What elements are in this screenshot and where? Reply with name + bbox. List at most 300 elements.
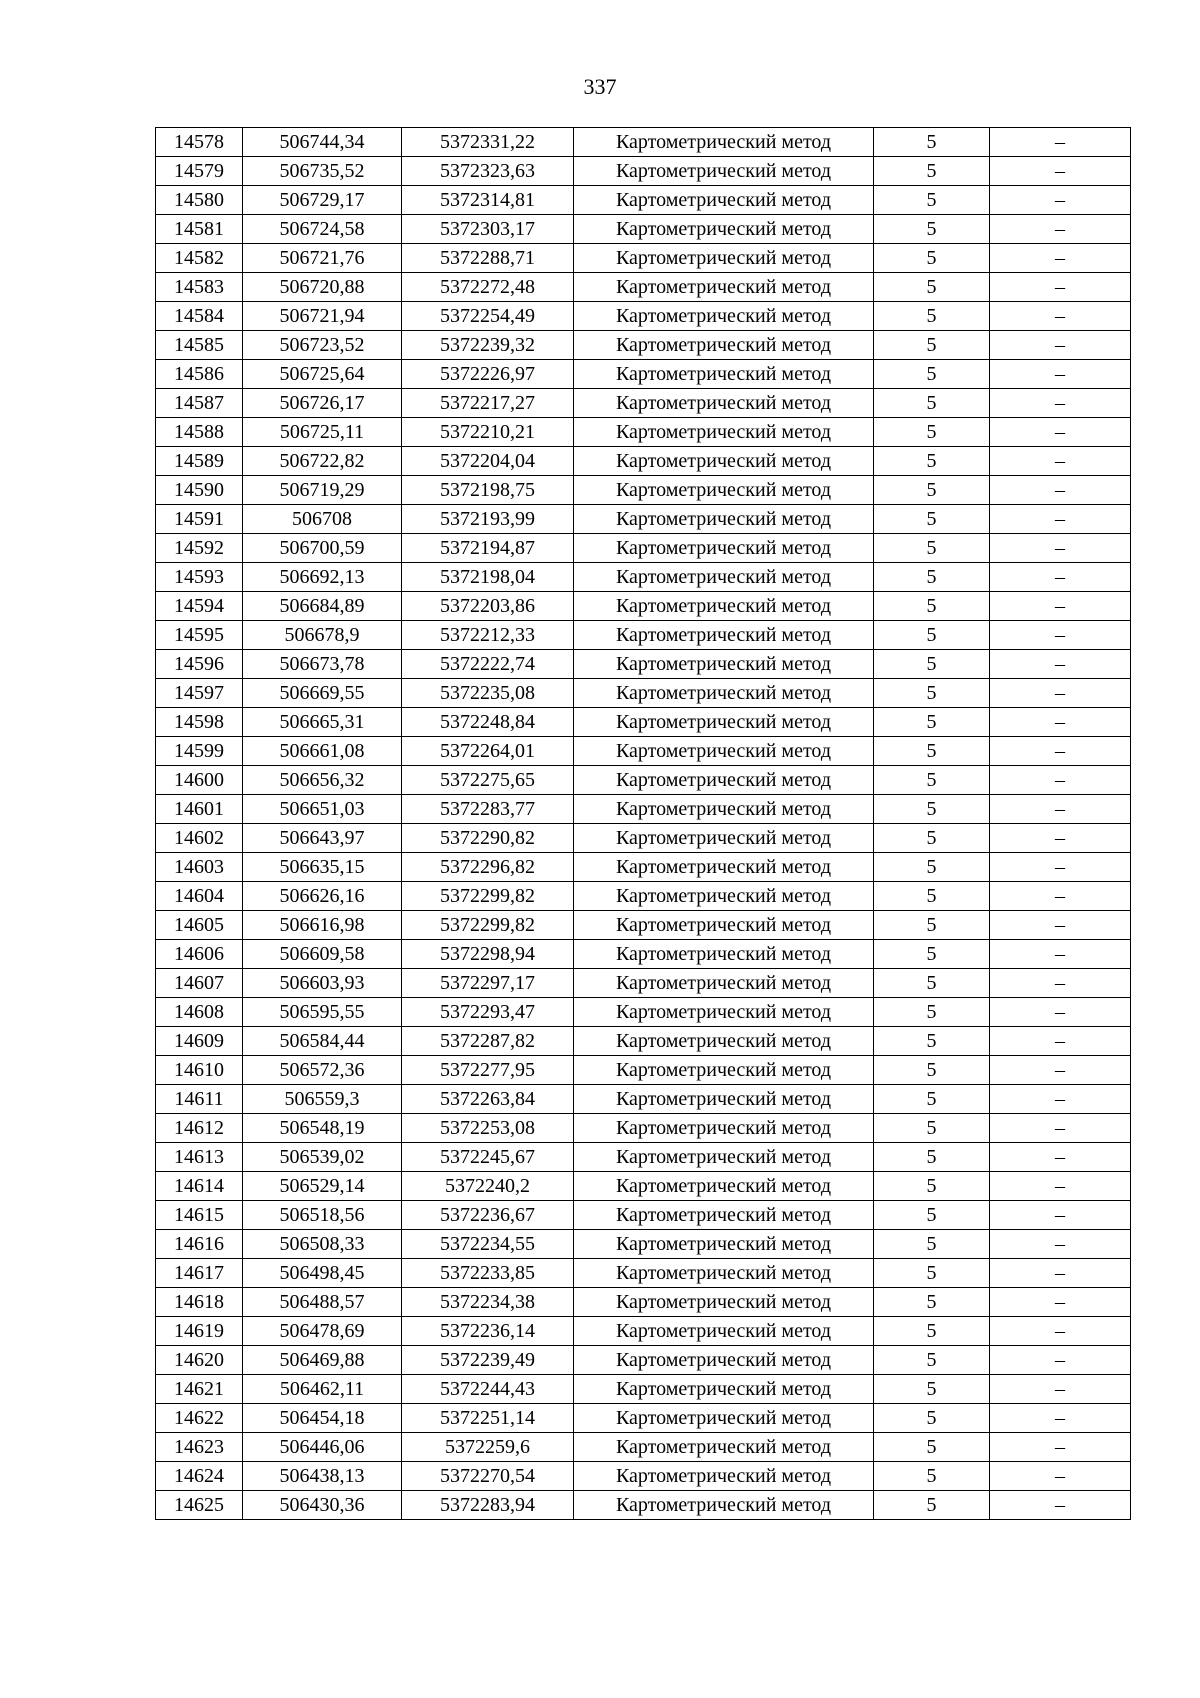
point-number-cell: 14610 [156,1056,243,1085]
y-coordinate-cell: 5372303,17 [402,215,574,244]
table-row [156,1317,1131,1346]
method-cell: Картометрический метод [574,592,874,621]
table-row [156,1143,1131,1172]
x-coordinate-cell: 506744,34 [243,128,402,157]
method-cell: Картометрический метод [574,1230,874,1259]
description-cell: – [990,1201,1131,1230]
point-number-cell: 14613 [156,1143,243,1172]
y-coordinate-cell: 5372194,87 [402,534,574,563]
y-coordinate-cell: 5372244,43 [402,1375,574,1404]
table-row [156,1433,1131,1462]
method-cell: Картометрический метод [574,650,874,679]
method-cell: Картометрический метод [574,215,874,244]
description-cell: – [990,621,1131,650]
table-row [156,360,1131,389]
point-number-cell: 14618 [156,1288,243,1317]
point-number-cell: 14617 [156,1259,243,1288]
description-cell: – [990,882,1131,911]
table-row [156,795,1131,824]
x-coordinate-cell: 506643,97 [243,824,402,853]
y-coordinate-cell: 5372263,84 [402,1085,574,1114]
x-coordinate-cell: 506488,57 [243,1288,402,1317]
accuracy-cell: 5 [874,534,990,563]
y-coordinate-cell: 5372239,49 [402,1346,574,1375]
description-cell: – [990,1491,1131,1520]
method-cell: Картометрический метод [574,302,874,331]
table-row [156,853,1131,882]
accuracy-cell: 5 [874,389,990,418]
point-number-cell: 14615 [156,1201,243,1230]
point-number-cell: 14623 [156,1433,243,1462]
accuracy-cell: 5 [874,418,990,447]
point-number-cell: 14583 [156,273,243,302]
x-coordinate-cell: 506529,14 [243,1172,402,1201]
x-coordinate-cell: 506603,93 [243,969,402,998]
table-row [156,940,1131,969]
point-number-cell: 14605 [156,911,243,940]
y-coordinate-cell: 5372288,71 [402,244,574,273]
description-cell: – [990,186,1131,215]
x-coordinate-cell: 506609,58 [243,940,402,969]
point-number-cell: 14614 [156,1172,243,1201]
description-cell: – [990,389,1131,418]
point-number-cell: 14611 [156,1085,243,1114]
method-cell: Картометрический метод [574,476,874,505]
description-cell: – [990,592,1131,621]
point-number-cell: 14622 [156,1404,243,1433]
point-number-cell: 14591 [156,505,243,534]
description-cell: – [990,650,1131,679]
x-coordinate-cell: 506692,13 [243,563,402,592]
accuracy-cell: 5 [874,1375,990,1404]
description-cell: – [990,534,1131,563]
point-number-cell: 14606 [156,940,243,969]
table-row [156,128,1131,157]
description-cell: – [990,940,1131,969]
method-cell: Картометрический метод [574,1114,874,1143]
method-cell: Картометрический метод [574,447,874,476]
method-cell: Картометрический метод [574,1462,874,1491]
x-coordinate-cell: 506661,08 [243,737,402,766]
description-cell: – [990,911,1131,940]
description-cell: – [990,215,1131,244]
point-number-cell: 14595 [156,621,243,650]
y-coordinate-cell: 5372239,32 [402,331,574,360]
x-coordinate-cell: 506559,3 [243,1085,402,1114]
point-number-cell: 14600 [156,766,243,795]
accuracy-cell: 5 [874,273,990,302]
y-coordinate-cell: 5372193,99 [402,505,574,534]
point-number-cell: 14601 [156,795,243,824]
accuracy-cell: 5 [874,563,990,592]
accuracy-cell: 5 [874,737,990,766]
point-number-cell: 14579 [156,157,243,186]
method-cell: Картометрический метод [574,1433,874,1462]
x-coordinate-cell: 506430,36 [243,1491,402,1520]
y-coordinate-cell: 5372251,14 [402,1404,574,1433]
point-number-cell: 14586 [156,360,243,389]
y-coordinate-cell: 5372254,49 [402,302,574,331]
accuracy-cell: 5 [874,1317,990,1346]
point-number-cell: 14592 [156,534,243,563]
description-cell: – [990,998,1131,1027]
x-coordinate-cell: 506626,16 [243,882,402,911]
table-row [156,708,1131,737]
method-cell: Картометрический метод [574,389,874,418]
accuracy-cell: 5 [874,998,990,1027]
description-cell: – [990,244,1131,273]
accuracy-cell: 5 [874,1491,990,1520]
description-cell: – [990,563,1131,592]
table-row [156,592,1131,621]
y-coordinate-cell: 5372270,54 [402,1462,574,1491]
point-number-cell: 14599 [156,737,243,766]
accuracy-cell: 5 [874,592,990,621]
method-cell: Картометрический метод [574,128,874,157]
description-cell: – [990,157,1131,186]
x-coordinate-cell: 506719,29 [243,476,402,505]
description-cell: – [990,128,1131,157]
x-coordinate-cell: 506722,82 [243,447,402,476]
table-row [156,534,1131,563]
x-coordinate-cell: 506720,88 [243,273,402,302]
point-number-cell: 14598 [156,708,243,737]
point-number-cell: 14603 [156,853,243,882]
y-coordinate-cell: 5372203,86 [402,592,574,621]
table-row [156,1114,1131,1143]
x-coordinate-cell: 506678,9 [243,621,402,650]
accuracy-cell: 5 [874,476,990,505]
y-coordinate-cell: 5372236,67 [402,1201,574,1230]
accuracy-cell: 5 [874,1172,990,1201]
y-coordinate-cell: 5372233,85 [402,1259,574,1288]
table-row [156,563,1131,592]
method-cell: Картометрический метод [574,505,874,534]
y-coordinate-cell: 5372235,08 [402,679,574,708]
table-row [156,331,1131,360]
accuracy-cell: 5 [874,1114,990,1143]
point-number-cell: 14585 [156,331,243,360]
table-row [156,215,1131,244]
accuracy-cell: 5 [874,1056,990,1085]
description-cell: – [990,476,1131,505]
y-coordinate-cell: 5372283,77 [402,795,574,824]
point-number-cell: 14596 [156,650,243,679]
accuracy-cell: 5 [874,940,990,969]
y-coordinate-cell: 5372253,08 [402,1114,574,1143]
method-cell: Картометрический метод [574,824,874,853]
table-row [156,273,1131,302]
description-cell: – [990,1288,1131,1317]
description-cell: – [990,969,1131,998]
y-coordinate-cell: 5372198,04 [402,563,574,592]
table-row [156,998,1131,1027]
method-cell: Картометрический метод [574,360,874,389]
point-number-cell: 14619 [156,1317,243,1346]
x-coordinate-cell: 506721,76 [243,244,402,273]
table-row [156,1259,1131,1288]
accuracy-cell: 5 [874,360,990,389]
point-number-cell: 14612 [156,1114,243,1143]
accuracy-cell: 5 [874,795,990,824]
point-number-cell: 14624 [156,1462,243,1491]
method-cell: Картометрический метод [574,1404,874,1433]
description-cell: – [990,766,1131,795]
accuracy-cell: 5 [874,1346,990,1375]
y-coordinate-cell: 5372226,97 [402,360,574,389]
accuracy-cell: 5 [874,621,990,650]
x-coordinate-cell: 506729,17 [243,186,402,215]
point-number-cell: 14580 [156,186,243,215]
point-number-cell: 14594 [156,592,243,621]
method-cell: Картометрический метод [574,969,874,998]
y-coordinate-cell: 5372323,63 [402,157,574,186]
method-cell: Картометрический метод [574,1259,874,1288]
x-coordinate-cell: 506724,58 [243,215,402,244]
description-cell: – [990,1346,1131,1375]
table-row [156,389,1131,418]
description-cell: – [990,418,1131,447]
method-cell: Картометрический метод [574,331,874,360]
point-number-cell: 14604 [156,882,243,911]
accuracy-cell: 5 [874,1462,990,1491]
point-number-cell: 14625 [156,1491,243,1520]
x-coordinate-cell: 506708 [243,505,402,534]
method-cell: Картометрический метод [574,563,874,592]
y-coordinate-cell: 5372198,75 [402,476,574,505]
description-cell: – [990,824,1131,853]
accuracy-cell: 5 [874,1259,990,1288]
method-cell: Картометрический метод [574,1491,874,1520]
point-number-cell: 14582 [156,244,243,273]
y-coordinate-cell: 5372204,04 [402,447,574,476]
description-cell: – [990,679,1131,708]
method-cell: Картометрический метод [574,940,874,969]
description-cell: – [990,360,1131,389]
x-coordinate-cell: 506656,32 [243,766,402,795]
y-coordinate-cell: 5372299,82 [402,882,574,911]
y-coordinate-cell: 5372212,33 [402,621,574,650]
description-cell: – [990,302,1131,331]
x-coordinate-cell: 506684,89 [243,592,402,621]
description-cell: – [990,1375,1131,1404]
x-coordinate-cell: 506584,44 [243,1027,402,1056]
table-row [156,679,1131,708]
method-cell: Картометрический метод [574,1201,874,1230]
method-cell: Картометрический метод [574,998,874,1027]
description-cell: – [990,1317,1131,1346]
description-cell: – [990,273,1131,302]
accuracy-cell: 5 [874,447,990,476]
page-number: 337 [583,74,617,99]
x-coordinate-cell: 506669,55 [243,679,402,708]
method-cell: Картометрический метод [574,679,874,708]
point-number-cell: 14609 [156,1027,243,1056]
x-coordinate-cell: 506721,94 [243,302,402,331]
y-coordinate-cell: 5372314,81 [402,186,574,215]
accuracy-cell: 5 [874,969,990,998]
method-cell: Картометрический метод [574,1143,874,1172]
point-number-cell: 14590 [156,476,243,505]
point-number-cell: 14587 [156,389,243,418]
x-coordinate-cell: 506723,52 [243,331,402,360]
method-cell: Картометрический метод [574,853,874,882]
table-row [156,1404,1131,1433]
table-row [156,447,1131,476]
table-row [156,1230,1131,1259]
accuracy-cell: 5 [874,853,990,882]
description-cell: – [990,1143,1131,1172]
x-coordinate-cell: 506438,13 [243,1462,402,1491]
table-row [156,969,1131,998]
method-cell: Картометрический метод [574,1172,874,1201]
table-row [156,1491,1131,1520]
description-cell: – [990,1404,1131,1433]
table-row [156,1172,1131,1201]
table-row [156,1201,1131,1230]
method-cell: Картометрический метод [574,737,874,766]
accuracy-cell: 5 [874,1201,990,1230]
coordinates-table [155,127,1131,1520]
table-row [156,1346,1131,1375]
method-cell: Картометрический метод [574,534,874,563]
x-coordinate-cell: 506548,19 [243,1114,402,1143]
accuracy-cell: 5 [874,1027,990,1056]
accuracy-cell: 5 [874,882,990,911]
description-cell: – [990,1433,1131,1462]
point-number-cell: 14589 [156,447,243,476]
y-coordinate-cell: 5372298,94 [402,940,574,969]
y-coordinate-cell: 5372234,38 [402,1288,574,1317]
point-number-cell: 14593 [156,563,243,592]
y-coordinate-cell: 5372287,82 [402,1027,574,1056]
table-row [156,1085,1131,1114]
description-cell: – [990,1114,1131,1143]
method-cell: Картометрический метод [574,1346,874,1375]
point-number-cell: 14602 [156,824,243,853]
point-number-cell: 14578 [156,128,243,157]
table-row [156,505,1131,534]
x-coordinate-cell: 506635,15 [243,853,402,882]
accuracy-cell: 5 [874,302,990,331]
method-cell: Картометрический метод [574,1375,874,1404]
point-number-cell: 14584 [156,302,243,331]
y-coordinate-cell: 5372248,84 [402,708,574,737]
x-coordinate-cell: 506572,36 [243,1056,402,1085]
method-cell: Картометрический метод [574,1056,874,1085]
table-row [156,1288,1131,1317]
x-coordinate-cell: 506725,64 [243,360,402,389]
y-coordinate-cell: 5372296,82 [402,853,574,882]
method-cell: Картометрический метод [574,766,874,795]
accuracy-cell: 5 [874,708,990,737]
point-number-cell: 14620 [156,1346,243,1375]
accuracy-cell: 5 [874,766,990,795]
method-cell: Картометрический метод [574,621,874,650]
point-number-cell: 14616 [156,1230,243,1259]
table-row [156,824,1131,853]
table-row [156,244,1131,273]
description-cell: – [990,1230,1131,1259]
y-coordinate-cell: 5372259,6 [402,1433,574,1462]
description-cell: – [990,1027,1131,1056]
description-cell: – [990,331,1131,360]
table-row [156,302,1131,331]
table-row [156,1375,1131,1404]
description-cell: – [990,853,1131,882]
description-cell: – [990,795,1131,824]
method-cell: Картометрический метод [574,418,874,447]
method-cell: Картометрический метод [574,244,874,273]
y-coordinate-cell: 5372272,48 [402,273,574,302]
accuracy-cell: 5 [874,1433,990,1462]
accuracy-cell: 5 [874,157,990,186]
accuracy-cell: 5 [874,1404,990,1433]
description-cell: – [990,737,1131,766]
accuracy-cell: 5 [874,1143,990,1172]
accuracy-cell: 5 [874,215,990,244]
point-number-cell: 14621 [156,1375,243,1404]
x-coordinate-cell: 506446,06 [243,1433,402,1462]
accuracy-cell: 5 [874,1085,990,1114]
y-coordinate-cell: 5372331,22 [402,128,574,157]
accuracy-cell: 5 [874,331,990,360]
description-cell: – [990,1056,1131,1085]
y-coordinate-cell: 5372293,47 [402,998,574,1027]
description-cell: – [990,1259,1131,1288]
x-coordinate-cell: 506616,98 [243,911,402,940]
x-coordinate-cell: 506539,02 [243,1143,402,1172]
table-row [156,476,1131,505]
table-row [156,621,1131,650]
method-cell: Картометрический метод [574,911,874,940]
y-coordinate-cell: 5372236,14 [402,1317,574,1346]
x-coordinate-cell: 506462,11 [243,1375,402,1404]
x-coordinate-cell: 506651,03 [243,795,402,824]
table-row [156,1462,1131,1491]
method-cell: Картометрический метод [574,1027,874,1056]
y-coordinate-cell: 5372299,82 [402,911,574,940]
accuracy-cell: 5 [874,911,990,940]
y-coordinate-cell: 5372277,95 [402,1056,574,1085]
x-coordinate-cell: 506454,18 [243,1404,402,1433]
point-number-cell: 14608 [156,998,243,1027]
method-cell: Картометрический метод [574,1085,874,1114]
table-row [156,766,1131,795]
accuracy-cell: 5 [874,186,990,215]
y-coordinate-cell: 5372245,67 [402,1143,574,1172]
x-coordinate-cell: 506673,78 [243,650,402,679]
table-row [156,650,1131,679]
y-coordinate-cell: 5372210,21 [402,418,574,447]
method-cell: Картометрический метод [574,1317,874,1346]
y-coordinate-cell: 5372264,01 [402,737,574,766]
table-row [156,157,1131,186]
table-row [156,1056,1131,1085]
y-coordinate-cell: 5372217,27 [402,389,574,418]
description-cell: – [990,708,1131,737]
method-cell: Картометрический метод [574,157,874,186]
description-cell: – [990,505,1131,534]
x-coordinate-cell: 506478,69 [243,1317,402,1346]
method-cell: Картометрический метод [574,273,874,302]
accuracy-cell: 5 [874,679,990,708]
accuracy-cell: 5 [874,128,990,157]
accuracy-cell: 5 [874,1230,990,1259]
point-number-cell: 14588 [156,418,243,447]
x-coordinate-cell: 506595,55 [243,998,402,1027]
table-row [156,911,1131,940]
